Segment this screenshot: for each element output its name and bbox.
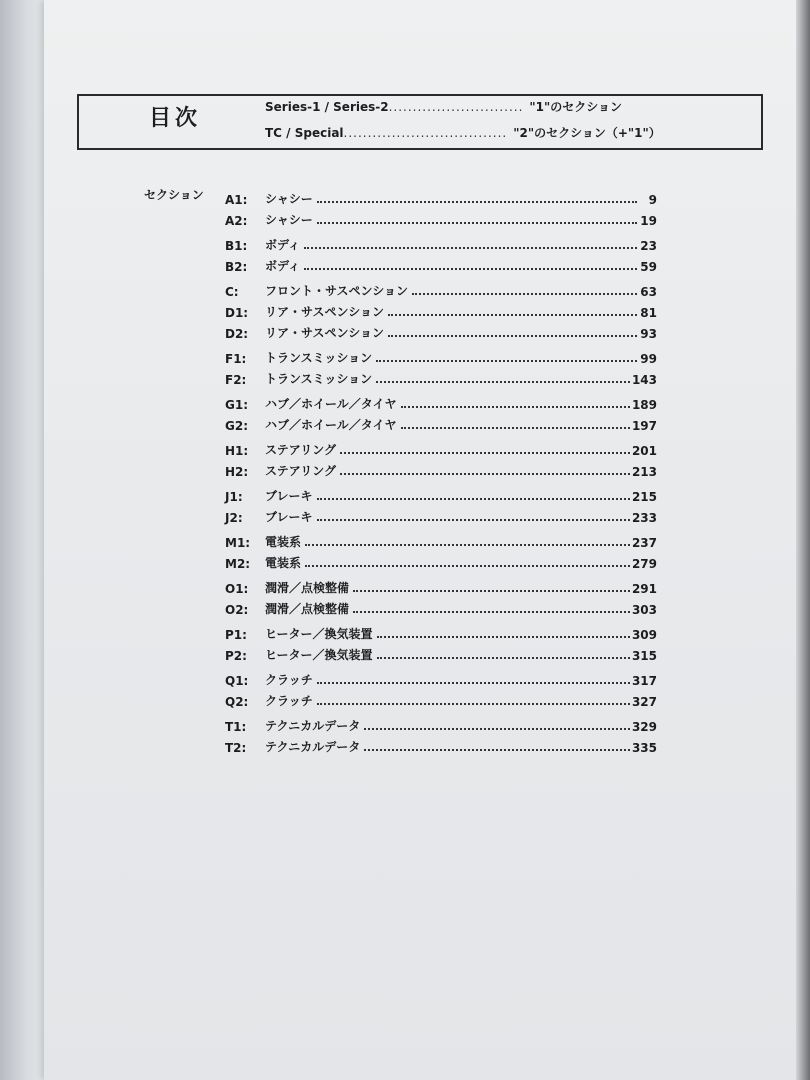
dot-leader [353, 610, 630, 613]
toc-entry-page-number: 291 [631, 582, 657, 596]
toc-entry-page-number: 63 [640, 285, 657, 299]
document-page [44, 0, 796, 1080]
dot-leader [401, 426, 630, 429]
toc-entry [225, 186, 657, 207]
toc-entry-page-number: 99 [640, 352, 657, 366]
toc-entry-code: J2: [225, 511, 243, 525]
toc-entry-code: B2: [225, 260, 248, 274]
dot-leader: ............................ [388, 100, 524, 114]
dot-leader [412, 292, 637, 295]
dot-leader [364, 727, 630, 730]
adjacent-page-edge [0, 0, 44, 1080]
toc-group [225, 621, 657, 663]
section-column-label: セクション [144, 188, 204, 202]
toc-group [225, 529, 657, 571]
toc-entry-page-number: 335 [631, 741, 657, 755]
toc-entry-page-number: 279 [631, 557, 657, 571]
toc-entry-page-number: 59 [640, 260, 657, 274]
toc-entry [225, 391, 657, 412]
toc-entry-code: H2: [225, 465, 249, 479]
toc-entry [225, 642, 657, 663]
toc-entry-title: ハブ／ホイール／タイヤ [265, 397, 397, 411]
toc-entry-title: ハブ／ホイール／タイヤ [265, 418, 397, 432]
toc-entry [225, 232, 657, 253]
dot-leader [317, 221, 637, 224]
toc-group [225, 713, 657, 755]
dot-leader [388, 334, 637, 337]
toc-entry [225, 345, 657, 366]
toc-entry-title: ヒーター／換気装置 [265, 648, 373, 662]
toc-entry-title: 電装系 [265, 535, 302, 549]
toc-entry-title: ボディ [265, 259, 301, 273]
toc-group [225, 232, 657, 274]
toc-entry [225, 366, 657, 387]
toc-entry-code: M1: [225, 536, 251, 550]
toc-entry-code: A1: [225, 193, 248, 207]
toc-entry-code: C: [225, 285, 239, 299]
dot-leader [304, 267, 637, 270]
toc-entry-title: トランスミッション [265, 351, 373, 365]
toc-entry [225, 667, 657, 688]
toc-group [225, 186, 657, 228]
dot-leader [305, 564, 630, 567]
toc-entry-page-number: 237 [631, 536, 657, 550]
toc-entry [225, 278, 657, 299]
dot-leader [340, 472, 630, 475]
toc-entry-title: ステアリング [265, 443, 337, 457]
toc-entry-page-number: 317 [631, 674, 657, 688]
toc-entry-code: G1: [225, 398, 248, 412]
toc-entry [225, 504, 657, 525]
toc-entry-title: クラッチ [265, 694, 313, 708]
toc-entry-title: トランスミッション [265, 372, 373, 386]
toc-entry [225, 299, 657, 320]
toc-entry-code: T1: [225, 720, 247, 734]
toc-entry-page-number: 327 [631, 695, 657, 709]
toc-entry [225, 550, 657, 571]
toc-entry-page-number: 233 [631, 511, 657, 525]
dot-leader [305, 543, 630, 546]
toc-header-box [77, 94, 763, 150]
toc-entry-code: D2: [225, 327, 249, 341]
dot-leader [388, 313, 637, 316]
toc-entry-code: G2: [225, 419, 248, 433]
toc-entry [225, 621, 657, 642]
toc-entry-title: シャシー [265, 213, 313, 227]
toc-group [225, 483, 657, 525]
toc-entry-page-number: 143 [631, 373, 657, 387]
toc-entry-page-number: 303 [631, 603, 657, 617]
toc-entry-page-number: 23 [640, 239, 657, 253]
toc-entry-code: Q2: [225, 695, 249, 709]
toc-entry-code: P1: [225, 628, 247, 642]
header-row-desc: "1"のセクション [529, 100, 623, 114]
header-row-label: TC / Special [265, 126, 344, 140]
toc-group [225, 278, 657, 341]
header-row-desc: "2"のセクション（+"1"） [513, 126, 661, 140]
toc-entry-code: D1: [225, 306, 249, 320]
toc-entry-title: 潤滑／点検整備 [265, 581, 350, 595]
toc-entry-title: フロント・サスペンション [265, 284, 408, 298]
binding-shadow [796, 0, 810, 1080]
toc-entry-page-number: 213 [631, 465, 657, 479]
dot-leader [376, 380, 630, 383]
toc-entry-page-number: 329 [631, 720, 657, 734]
toc-list [225, 186, 657, 759]
toc-entry [225, 207, 657, 228]
toc-group [225, 575, 657, 617]
toc-entry-code: O2: [225, 603, 249, 617]
toc-entry-title: クラッチ [265, 673, 313, 687]
dot-leader [317, 702, 630, 705]
header-row-series [265, 98, 622, 115]
toc-entry-title: テクニカルデータ [265, 740, 361, 754]
toc-entry [225, 412, 657, 433]
toc-entry-code: H1: [225, 444, 249, 458]
toc-entry-page-number: 189 [631, 398, 657, 412]
toc-entry-code: O1: [225, 582, 249, 596]
toc-entry [225, 437, 657, 458]
toc-entry-page-number: 19 [640, 214, 657, 228]
toc-entry-title: シャシー [265, 192, 313, 206]
toc-entry-title: ヒーター／換気装置 [265, 627, 373, 641]
toc-entry-title: 電装系 [265, 556, 302, 570]
toc-entry [225, 713, 657, 734]
toc-entry [225, 596, 657, 617]
dot-leader [401, 405, 630, 408]
dot-leader [317, 518, 630, 521]
toc-entry-title: リア・サスペンション [265, 326, 384, 340]
toc-entry-code: A2: [225, 214, 248, 228]
dot-leader [377, 635, 630, 638]
dot-leader [353, 589, 630, 592]
toc-entry [225, 320, 657, 341]
toc-entry-title: ボディ [265, 238, 301, 252]
toc-entry-code: M2: [225, 557, 251, 571]
toc-group [225, 667, 657, 709]
dot-leader [364, 748, 630, 751]
toc-entry-page-number: 81 [640, 306, 657, 320]
dot-leader [317, 497, 630, 500]
dot-leader [376, 359, 637, 362]
toc-entry-page-number: 197 [631, 419, 657, 433]
toc-entry-page-number: 201 [631, 444, 657, 458]
toc-entry-page-number: 93 [640, 327, 657, 341]
toc-entry-code: F2: [225, 373, 247, 387]
toc-entry [225, 458, 657, 479]
toc-entry-code: P2: [225, 649, 247, 663]
toc-entry [225, 734, 657, 755]
toc-entry-code: B1: [225, 239, 248, 253]
toc-entry-code: T2: [225, 741, 247, 755]
toc-entry-title: リア・サスペンション [265, 305, 384, 319]
toc-entry-title: ステアリング [265, 464, 337, 478]
toc-entry-page-number: 215 [631, 490, 657, 504]
toc-entry [225, 575, 657, 596]
toc-entry [225, 688, 657, 709]
toc-entry-title: テクニカルデータ [265, 719, 361, 733]
toc-entry-code: Q1: [225, 674, 249, 688]
toc-entry-page-number: 315 [631, 649, 657, 663]
header-row-tc-special [265, 124, 661, 141]
toc-entry-code: J1: [225, 490, 243, 504]
dot-leader: .................................. [343, 126, 508, 140]
dot-leader [340, 451, 630, 454]
toc-entry-page-number: 309 [631, 628, 657, 642]
toc-entry-code: F1: [225, 352, 247, 366]
toc-entry [225, 253, 657, 274]
dot-leader [317, 681, 630, 684]
dot-leader [377, 656, 630, 659]
page-title: 目次 [149, 106, 202, 131]
toc-entry-title: ブレーキ [265, 510, 313, 524]
dot-leader [317, 200, 637, 203]
toc-group [225, 345, 657, 387]
header-row-label: Series-1 / Series-2 [265, 100, 389, 114]
toc-entry-title: 潤滑／点検整備 [265, 602, 350, 616]
toc-entry-page-number: 9 [648, 193, 657, 207]
toc-entry-title: ブレーキ [265, 489, 313, 503]
toc-entry [225, 529, 657, 550]
toc-entry [225, 483, 657, 504]
toc-group [225, 437, 657, 479]
toc-group [225, 391, 657, 433]
dot-leader [304, 246, 637, 249]
